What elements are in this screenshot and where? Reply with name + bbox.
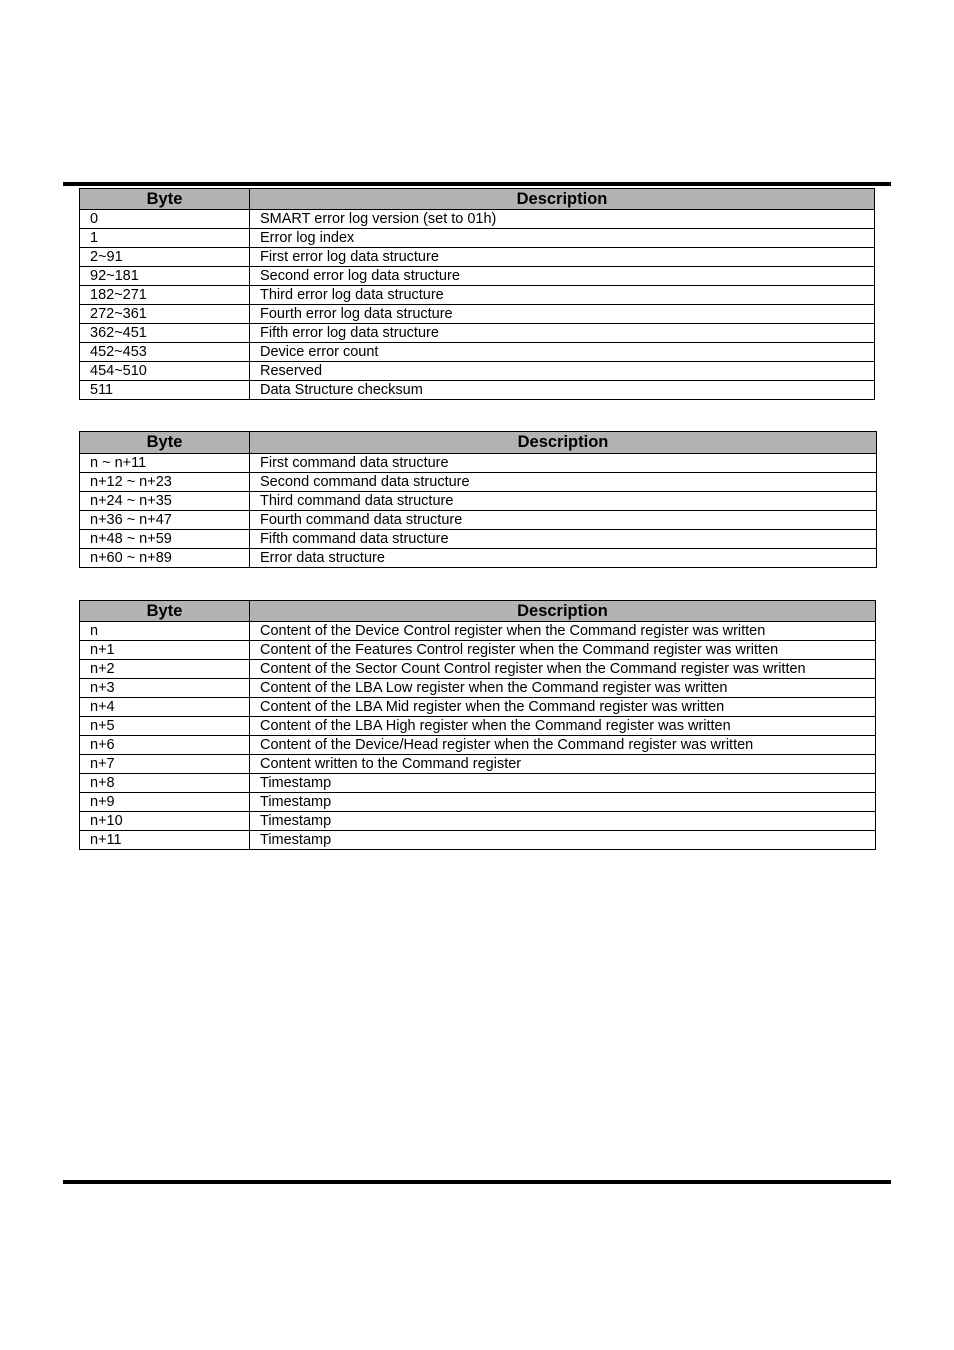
table-row — [80, 324, 875, 343]
byte-column-header: Byte — [80, 189, 250, 210]
byte-cell: 92~181 — [80, 267, 250, 286]
byte-cell: n+1 — [80, 641, 250, 660]
byte-cell: n+48 ~ n+59 — [80, 530, 250, 549]
table-row — [80, 454, 877, 473]
byte-cell: 0 — [80, 210, 250, 229]
description-column-header: Description — [250, 189, 875, 210]
table-row — [80, 473, 877, 492]
bottom-rule — [63, 1180, 891, 1184]
byte-cell: n+7 — [80, 755, 250, 774]
description-cell: Timestamp — [250, 831, 876, 850]
description-cell: Fourth error log data structure — [250, 305, 875, 324]
byte-cell: n+4 — [80, 698, 250, 717]
description-cell: Content of the LBA Low register when the Command register was written — [250, 679, 876, 698]
description-cell: Content of the Sector Count Control register when the Command register was written — [250, 660, 876, 679]
byte-cell: 182~271 — [80, 286, 250, 305]
table-row — [80, 793, 876, 812]
table-row — [80, 362, 875, 381]
error-log-data-structure-table — [79, 431, 877, 568]
description-cell: SMART error log version (set to 01h) — [250, 210, 875, 229]
byte-cell: 452~453 — [80, 343, 250, 362]
table-row — [80, 267, 875, 286]
table-row — [80, 343, 875, 362]
description-cell: Fifth command data structure — [250, 530, 877, 549]
description-cell: First command data structure — [250, 454, 877, 473]
top-rule — [63, 182, 891, 186]
description-cell: Fifth error log data structure — [250, 324, 875, 343]
table-row — [80, 812, 876, 831]
description-cell: Content of the Device/Head register when the Command register was written — [250, 736, 876, 755]
table-row — [80, 530, 877, 549]
description-column-header: Description — [250, 432, 877, 454]
byte-cell: n+2 — [80, 660, 250, 679]
table-row — [80, 755, 876, 774]
table-row — [80, 248, 875, 267]
byte-cell: 2~91 — [80, 248, 250, 267]
description-cell: Reserved — [250, 362, 875, 381]
description-cell: Timestamp — [250, 774, 876, 793]
table-row — [80, 286, 875, 305]
description-cell: Content of the Features Control register when the Command register was written — [250, 641, 876, 660]
byte-cell: 362~451 — [80, 324, 250, 343]
table-row — [80, 660, 876, 679]
description-cell: Data Structure checksum — [250, 381, 875, 400]
byte-cell: n+3 — [80, 679, 250, 698]
table-row — [80, 492, 877, 511]
byte-cell: 1 — [80, 229, 250, 248]
table-row — [80, 622, 876, 641]
table-row — [80, 511, 877, 530]
table-row — [80, 641, 876, 660]
description-cell: Content written to the Command register — [250, 755, 876, 774]
table-header-row — [80, 189, 875, 210]
description-column-header: Description — [250, 601, 876, 622]
description-cell: Content of the Device Control register when the Command register was written — [250, 622, 876, 641]
smart-error-log-table — [79, 188, 875, 400]
table-row — [80, 210, 875, 229]
description-cell: Timestamp — [250, 812, 876, 831]
command-data-structure-table — [79, 600, 876, 850]
table-row — [80, 679, 876, 698]
byte-column-header: Byte — [80, 432, 250, 454]
table-row — [80, 717, 876, 736]
description-cell: Device error count — [250, 343, 875, 362]
table-row — [80, 831, 876, 850]
table-row — [80, 305, 875, 324]
description-cell: Error log index — [250, 229, 875, 248]
byte-cell: 454~510 — [80, 362, 250, 381]
byte-cell: n+5 — [80, 717, 250, 736]
description-cell: Timestamp — [250, 793, 876, 812]
table-row — [80, 774, 876, 793]
description-cell: Third command data structure — [250, 492, 877, 511]
description-cell: Second error log data structure — [250, 267, 875, 286]
table-row — [80, 698, 876, 717]
byte-cell: n+12 ~ n+23 — [80, 473, 250, 492]
byte-cell: n+11 — [80, 831, 250, 850]
description-cell: Content of the LBA High register when the Command register was written — [250, 717, 876, 736]
byte-cell: n+10 — [80, 812, 250, 831]
table-row — [80, 549, 877, 568]
description-cell: Content of the LBA Mid register when the Command register was written — [250, 698, 876, 717]
byte-cell: n ~ n+11 — [80, 454, 250, 473]
description-cell: Error data structure — [250, 549, 877, 568]
byte-cell: n — [80, 622, 250, 641]
byte-cell: n+6 — [80, 736, 250, 755]
table-header-row — [80, 432, 877, 454]
byte-cell: n+8 — [80, 774, 250, 793]
byte-column-header: Byte — [80, 601, 250, 622]
table-row — [80, 736, 876, 755]
description-cell: First error log data structure — [250, 248, 875, 267]
byte-cell: n+24 ~ n+35 — [80, 492, 250, 511]
table-row — [80, 381, 875, 400]
byte-cell: 511 — [80, 381, 250, 400]
table-row — [80, 229, 875, 248]
description-cell: Third error log data structure — [250, 286, 875, 305]
description-cell: Fourth command data structure — [250, 511, 877, 530]
byte-cell: n+9 — [80, 793, 250, 812]
byte-cell: 272~361 — [80, 305, 250, 324]
table-header-row — [80, 601, 876, 622]
byte-cell: n+36 ~ n+47 — [80, 511, 250, 530]
byte-cell: n+60 ~ n+89 — [80, 549, 250, 568]
description-cell: Second command data structure — [250, 473, 877, 492]
